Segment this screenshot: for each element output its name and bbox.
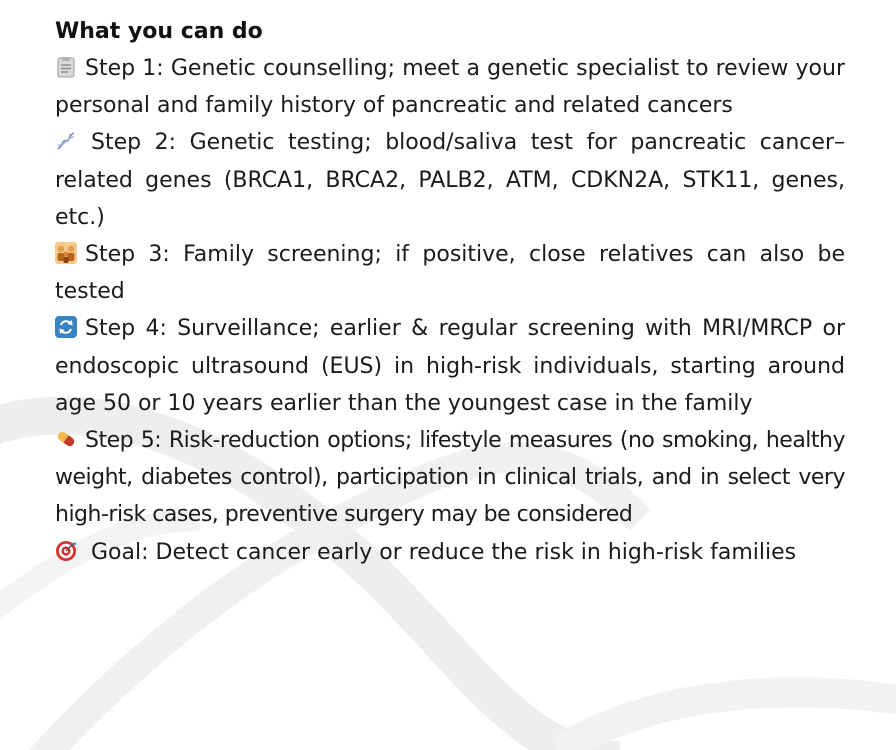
clipboard-icon	[55, 53, 77, 75]
step-3-text: Step 3: Family screening; if positive, close relatives can also be tested	[55, 242, 845, 305]
target-icon	[55, 537, 77, 559]
goal-text: Goal: Detect cancer early or reduce the risk in high-risk families	[91, 539, 797, 565]
step-1-text: Step 1: Genetic counselling; meet a genetic specialist to review your personal and family history of pancreatic and related cancers	[55, 56, 845, 119]
step-1-item	[55, 50, 845, 124]
step-2-item	[55, 124, 845, 236]
step-4-text: Step 4: Surveillance; earlier & regular screening with MRI/MRCP or endoscopic ultrasound (EUS) in high-risk individuals, starting around age 50 or 10 years earlier than the youngest case in the family	[55, 316, 845, 416]
step-5-text: Step 5: Risk-reduction options; lifestyle measures (no smoking, healthy weight, diabetes control), participation in clinical trials, and in select very high-risk cases, preventive surgery may be considered	[55, 428, 845, 528]
family-icon	[55, 239, 77, 261]
goal-item	[55, 534, 845, 571]
step-3-item	[55, 236, 845, 310]
step-4-item	[55, 310, 845, 422]
dna-icon	[55, 127, 77, 149]
step-5-item	[55, 422, 845, 534]
pill-icon	[55, 425, 77, 447]
section-heading: What you can do	[55, 19, 263, 44]
content-block	[55, 14, 845, 571]
repeat-icon	[55, 313, 77, 335]
step-2-text: Step 2: Genetic testing; blood/saliva test for pancreatic cancer–related genes (BRCA1, BRCA2, PALB2, ATM, CDKN2A, STK11, genes, etc.)	[55, 130, 845, 230]
